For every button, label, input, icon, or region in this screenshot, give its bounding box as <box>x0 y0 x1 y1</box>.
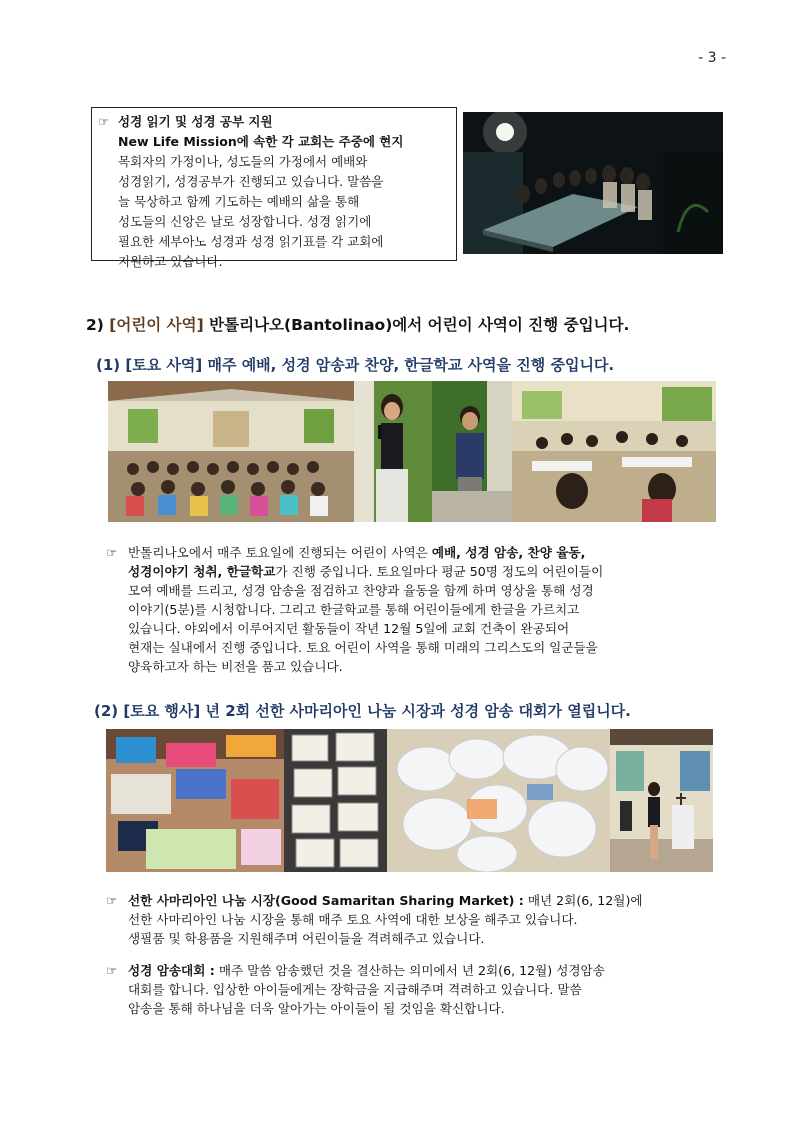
text-line: 선한 사마리아인 나눔 시장을 통해 매주 토요 사역에 대한 보상을 해주고 있습니다. <box>128 912 578 927</box>
text-line: 선한 사마리아인 나눔 시장(Good Samaritan Sharing Market) : 매년 2회(6, 12월)에 <box>128 893 643 908</box>
text-line: New Life Mission에 속한 각 교회는 주중에 현지 <box>118 134 404 149</box>
photo-korean-school <box>512 381 716 522</box>
text-line: 성경읽기, 성경공부가 진행되고 있습니다. 말씀을 <box>118 174 384 189</box>
photo-goods-bags <box>387 729 610 872</box>
pointing-hand-icon: ☞ <box>106 893 118 908</box>
text-line: 반톨리나오에서 매주 토요일에 진행되는 어린이 사역은 예배, 성경 암송, 찬양 율동, <box>128 545 586 560</box>
text-line: 성경 암송대회 : 매주 말씀 암송했던 것을 결산하는 의미에서 년 2회(6, 12월) 성경암송 <box>128 963 605 978</box>
text-line: 지원하고 있습니다. <box>118 254 223 269</box>
section-bracket: [어린이 사역] <box>109 316 204 334</box>
recitation-contest-description <box>106 961 726 1018</box>
text-line: 모여 예배를 드리고, 성경 암송을 점검하고 찬양과 율동을 함께 하며 영상을 통해 성경 <box>128 583 594 598</box>
subsection-title-saturday-events: (2) [토요 행사] 년 2회 선한 사마리아인 나눔 시장과 성경 암송 대회가 열립니다. <box>94 702 631 720</box>
photo-church-podium <box>610 729 713 872</box>
subsection-title-saturday-ministry: (1) [토요 사역] 매주 예배, 성경 암송과 찬양, 한글학교 사역을 진행 중입니다. <box>96 356 615 374</box>
text-line: 암송을 통해 하나님을 더욱 알아가는 아이들이 될 것임을 확신합니다. <box>128 1001 505 1016</box>
photo-night-bible-study <box>463 112 723 254</box>
page-number: - 3 - <box>698 50 726 66</box>
text-line: 있습니다. 야외에서 이루어지던 활동들이 작년 12월 5일에 교회 건축이 완공되어 <box>128 621 570 636</box>
children-ministry-description <box>106 543 726 676</box>
pointing-hand-icon: ☞ <box>106 545 118 560</box>
photo-boy-standing <box>432 381 512 522</box>
pointing-hand-icon: ☞ <box>106 963 118 978</box>
bible-support-heading: ☞ 성경 읽기 및 성경 공부 지원 <box>98 112 448 132</box>
bible-support-box <box>91 107 457 269</box>
text-line: 성도들의 신앙은 날로 성장합니다. 성경 읽기에 <box>118 214 372 229</box>
photo-certificates <box>284 729 387 872</box>
text-line: 이야기(5분)를 시청합니다. 그리고 한글학교를 통해 어린이들에게 한글을 가르치고 <box>128 602 580 617</box>
photo-girl-microphone <box>354 381 432 522</box>
text-line: 늘 묵상하고 함께 기도하는 예배의 삶을 통해 <box>118 194 360 209</box>
text-line: 필요한 세부아노 성경과 성경 읽기표를 각 교회에 <box>118 234 384 249</box>
pointing-hand-icon: ☞ <box>98 114 110 129</box>
text-line: 성경이야기 청취, 한글학교가 진행 중입니다. 토요일마다 평균 50명 정도의 어린이들이 <box>128 564 604 579</box>
photo-school-supplies <box>106 729 284 872</box>
photo-children-worship <box>108 381 354 522</box>
sharing-market-description <box>106 891 726 948</box>
text-line: 현재는 실내에서 진행 중입니다. 토요 어린이 사역을 통해 미래의 그리스도의 일군들을 <box>128 640 598 655</box>
text-line: 대회를 합니다. 입상한 아이들에게는 장학금을 지급해주며 격려하고 있습니다. 말씀 <box>128 982 582 997</box>
text-line: 목회자의 가정이나, 성도들의 가정에서 예배와 <box>118 154 368 169</box>
bible-support-text <box>98 132 448 272</box>
section-title-children-ministry: 2) [어린이 사역] 반톨리나오(Bantolinao)에서 어린이 사역이 진행 중입니다. <box>86 316 630 334</box>
text-line: 양육하고자 하는 비전을 품고 있습니다. <box>128 659 343 674</box>
text-line: 생필품 및 학용품을 지원해주며 어린이들을 격려해주고 있습니다. <box>128 931 485 946</box>
